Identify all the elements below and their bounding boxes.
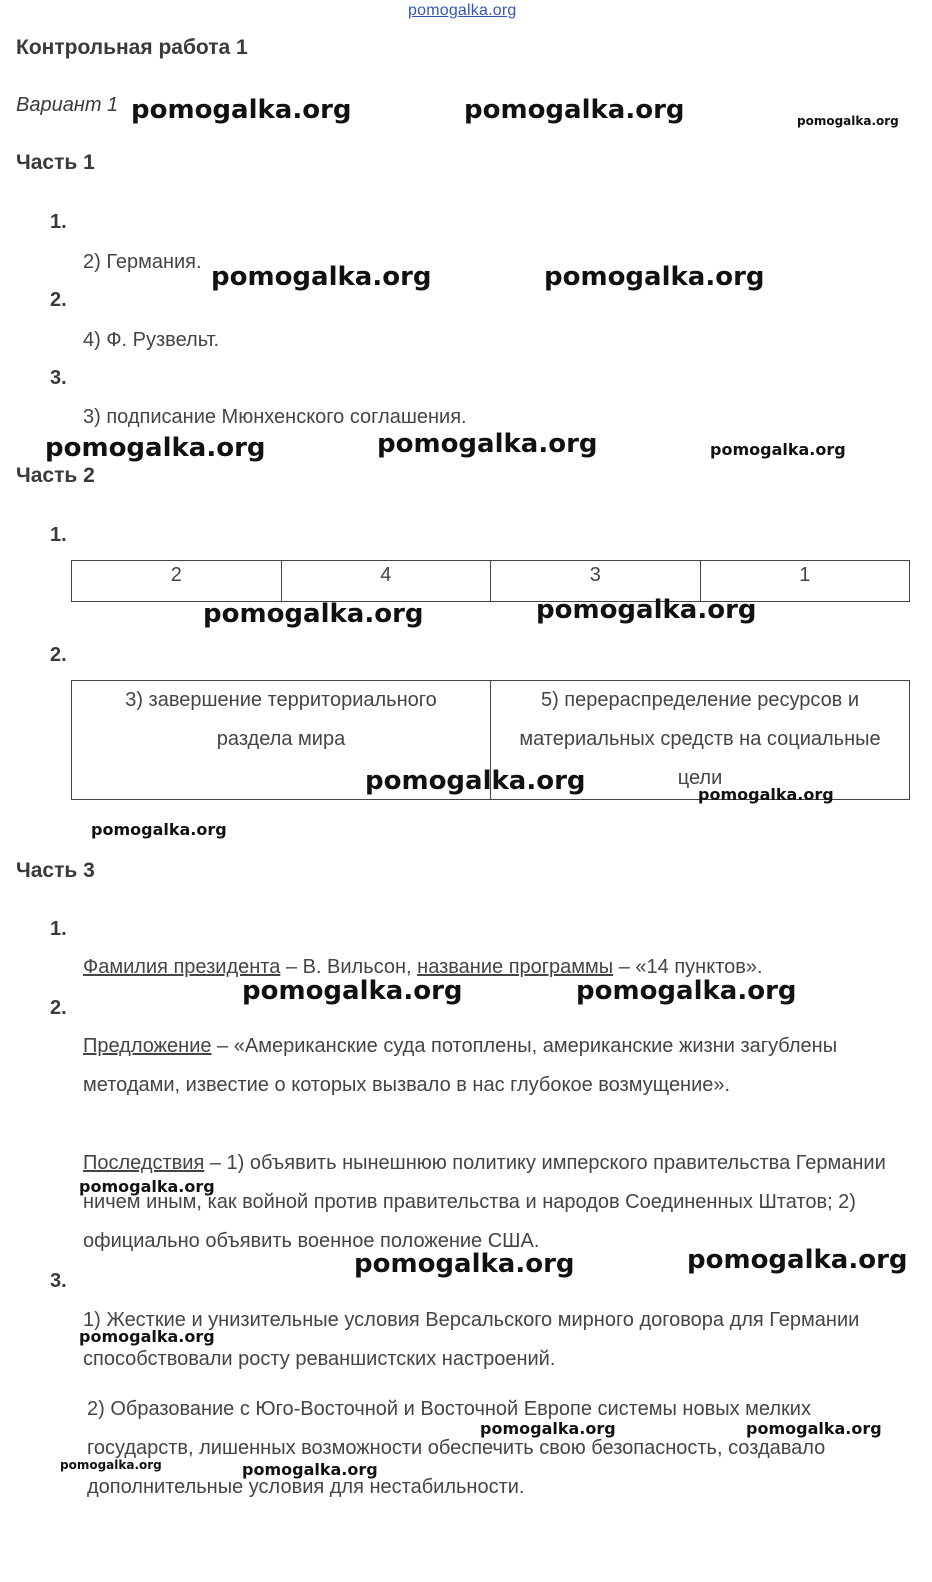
- watermark: pomogalka.org: [45, 433, 266, 463]
- watermark: pomogalka.org: [91, 820, 227, 839]
- consequences-label: Последствия: [83, 1152, 205, 1174]
- watermark: pomogalka.org: [480, 1419, 616, 1438]
- answer-table-1: [71, 560, 910, 602]
- part3-q3-item2: 2) Образование с Юго-Восточной и Восточной Европе системы новых мелких государств, лишенных возможности обеспечить свою безопасность, создавало дополнительные условия для нестабильности.: [87, 1398, 826, 1498]
- watermark: pomogalka.org: [242, 1460, 378, 1479]
- part1-q2-answer: 4) Ф. Рузвельт.: [83, 329, 220, 351]
- watermark: pomogalka.org: [698, 785, 834, 804]
- watermark: pomogalka.org: [60, 1458, 162, 1472]
- president-label: Фамилия президента: [83, 956, 281, 978]
- part1-q1-number: 1.: [50, 211, 67, 233]
- watermark: pomogalka.org: [79, 1327, 215, 1346]
- part3-q1-number: 1.: [50, 918, 67, 940]
- watermark: pomogalka.org: [710, 440, 846, 459]
- watermark: pomogalka.org: [377, 429, 598, 459]
- table2-cell: 5) перераспределение ресурсов и материальных средств на социальные цели: [491, 681, 910, 800]
- table1-cell: 2: [72, 561, 282, 602]
- part1-q2-number: 2.: [50, 289, 67, 311]
- watermark: pomogalka.org: [464, 95, 685, 125]
- program-value: – «14 пунктов».: [613, 956, 763, 978]
- watermark: pomogalka.org: [79, 1177, 215, 1196]
- watermark: pomogalka.org: [211, 262, 432, 292]
- watermark: pomogalka.org: [203, 599, 424, 629]
- watermark: pomogalka.org: [797, 114, 899, 128]
- watermark: pomogalka.org: [576, 976, 797, 1006]
- president-value: – В. Вильсон,: [280, 956, 418, 978]
- page-title: Контрольная работа 1: [16, 36, 248, 59]
- part3-q2-number: 2.: [50, 997, 67, 1019]
- variant-label: Вариант 1: [16, 94, 119, 116]
- part1-heading: Часть 1: [16, 151, 95, 174]
- watermark: pomogalka.org: [544, 262, 765, 292]
- table2-cell: 3) завершение территориального раздела мира: [72, 681, 491, 800]
- program-label: название программы: [417, 956, 614, 978]
- watermark: pomogalka.org: [536, 595, 757, 625]
- part3-heading: Часть 3: [16, 859, 95, 882]
- part1-q1-answer: 2) Германия.: [83, 251, 202, 273]
- part3-q3-number: 3.: [50, 1270, 67, 1292]
- part3-q2-consequences: [83, 1144, 898, 1261]
- part1-q3-answer: 3) подписание Мюнхенского соглашения.: [83, 406, 467, 428]
- watermark: pomogalka.org: [131, 95, 352, 125]
- consequences-text: – 1) объявить нынешнюю политику имперского правительства Германии ничем иным, как войной против правительства и народов Соединенных Штатов; 2) официально объявить военное положение США.: [83, 1152, 886, 1252]
- part2-q2-number: 2.: [50, 644, 67, 666]
- watermark: pomogalka.org: [746, 1419, 882, 1438]
- part2-q1-number: 1.: [50, 524, 67, 546]
- part3-q3-item1: 1) Жесткие и унизительные условия Версальского мирного договора для Германии способствовали росту реваншистских настроений.: [83, 1309, 860, 1370]
- table1-cell: 1: [700, 561, 910, 602]
- watermark: pomogalka.org: [242, 976, 463, 1006]
- part3-q2-proposal: [83, 1027, 873, 1105]
- watermark: pomogalka.org: [354, 1249, 575, 1279]
- part1-q3-number: 3.: [50, 367, 67, 389]
- watermark: pomogalka.org: [365, 766, 586, 796]
- site-link[interactable]: pomogalka.org: [408, 2, 517, 19]
- table1-cell: 3: [491, 561, 701, 602]
- part2-heading: Часть 2: [16, 464, 95, 487]
- table1-cell: 4: [281, 561, 491, 602]
- proposal-text: – «Американские суда потоплены, американские жизни загублены методами, известие о которых вызвало в нас глубокое возмущение».: [83, 1035, 838, 1096]
- watermark: pomogalka.org: [687, 1245, 908, 1275]
- proposal-label: Предложение: [83, 1035, 212, 1057]
